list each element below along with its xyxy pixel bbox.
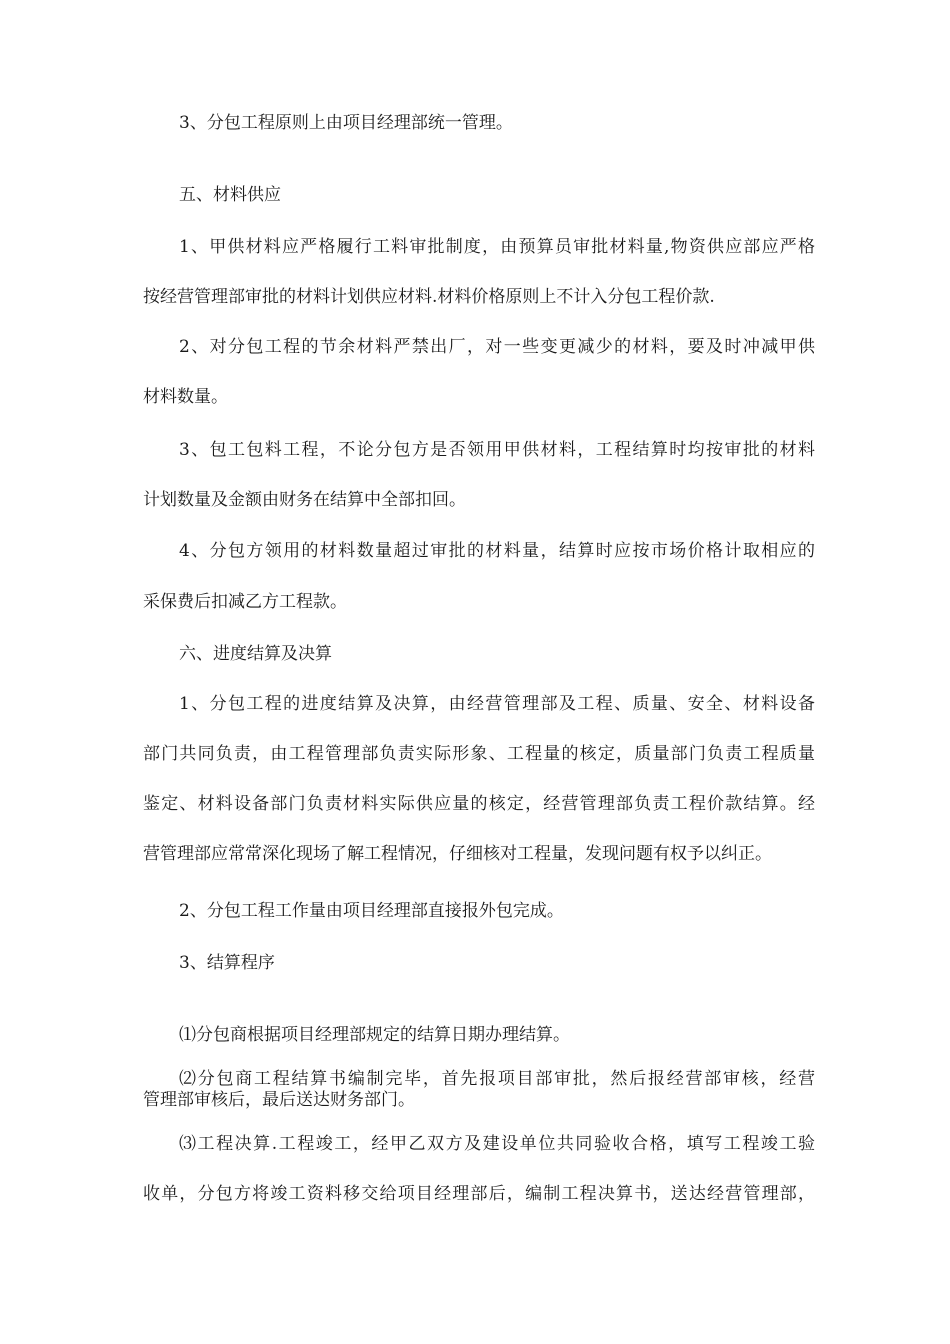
paragraph-line: 部门共同负责，由工程管理部负责实际形象、工程量的核定，质量部门负责工程质量 [143,744,815,764]
paragraph-line: 计划数量及金额由财务在结算中全部扣回。 [143,490,466,510]
list-item-continuation: 收单，分包方将竣工资料移交给项目经理部后，编制工程决算书，送达经营管理部， [143,1184,815,1204]
section-heading: 五、材料供应 [179,185,281,205]
paragraph-line: 1、甲供材料应严格履行工料审批制度，由预算员审批材料量,物资供应部应严格 [179,237,815,257]
list-item: ⑶工程决算.工程竣工，经甲乙双方及建设单位共同验收合格，填写工程竣工验 [179,1134,815,1154]
paragraph-line: 按经营管理部审批的材料计划供应材料.材料价格原则上不计入分包工程价款. [143,287,715,307]
paragraph-line: 1、分包工程的进度结算及决算，由经营管理部及工程、质量、安全、材料设备 [179,694,815,714]
paragraph-line: 2、对分包工程的节余材料严禁出厂，对一些变更减少的材料，要及时冲减甲供 [179,337,815,357]
paragraph-line: 3、分包工程原则上由项目经理部统一管理。 [179,113,513,133]
section-heading: 六、进度结算及决算 [179,644,332,664]
paragraph-line: 4、分包方领用的材料数量超过审批的材料量，结算时应按市场价格计取相应的 [179,541,815,561]
paragraph-line: 鉴定、材料设备部门负责材料实际供应量的核定，经营管理部负责工程价款结算。经 [143,794,815,814]
paragraph-line: 3、包工包料工程，不论分包方是否领用甲供材料，工程结算时均按审批的材料 [179,440,815,460]
paragraph-line: 3、结算程序 [179,953,275,973]
paragraph-line: 营管理部应常常深化现场了解工程情况，仔细核对工程量，发现问题有权予以纠正。 [143,844,772,864]
list-item: ⑵分包商工程结算书编制完毕，首先报项目部审批，然后报经营部审核，经营 [179,1069,815,1089]
list-item-continuation: 管理部审核后，最后送达财务部门。 [143,1090,415,1110]
paragraph-line: 材料数量。 [143,387,228,407]
paragraph-line: 采保费后扣减乙方工程款。 [143,592,347,612]
paragraph-line: 2、分包工程工作量由项目经理部直接报外包完成。 [179,901,564,921]
list-item: ⑴分包商根据项目经理部规定的结算日期办理结算。 [179,1025,570,1045]
